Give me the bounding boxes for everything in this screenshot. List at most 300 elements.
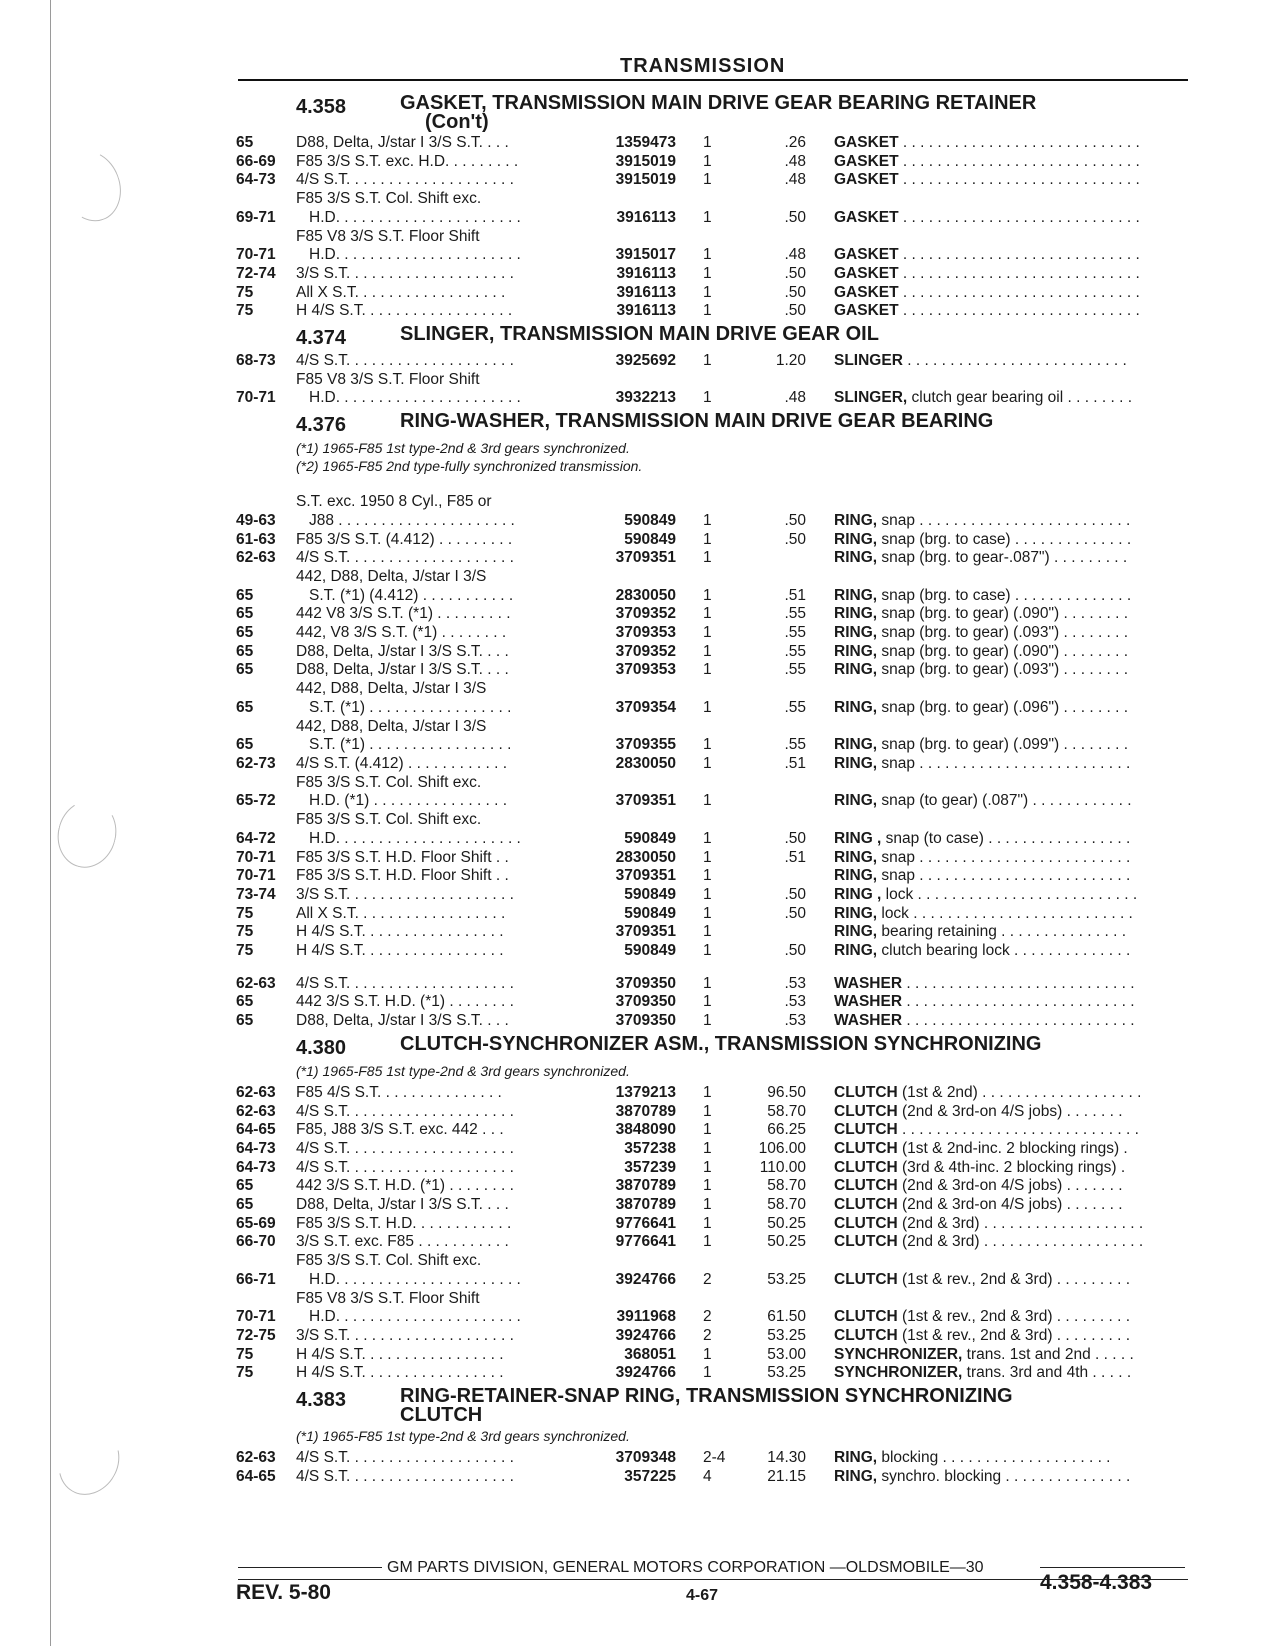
- part-name-detail: . . . . . . . . . . . . . . . . . . . . . . . . . . .: [902, 1012, 1135, 1030]
- description-line: H.D. . . . . . . . . . . . . . . . . . . . . .: [309, 1270, 521, 1288]
- part-number: 3709353: [615, 624, 676, 642]
- section-title-line: GASKET, TRANSMISSION MAIN DRIVE GEAR BEARING RETAINER: [400, 92, 1037, 114]
- part-name: [806, 942, 1186, 961]
- quantity: 1: [703, 661, 712, 679]
- part-name: [806, 171, 1186, 190]
- parts-row: [236, 352, 1186, 371]
- part-name: [806, 1012, 1186, 1031]
- application-description: [296, 284, 571, 303]
- part-name: [806, 643, 1186, 662]
- part-name: [806, 1449, 1186, 1468]
- description-line: H.D. . . . . . . . . . . . . . . . . . . . . .: [309, 1308, 521, 1326]
- section-notes: [296, 1427, 1186, 1445]
- quantity: 1: [703, 885, 712, 903]
- part-name: [806, 284, 1186, 303]
- part-number: 3870789: [615, 1177, 676, 1195]
- description-line: F85 4/S S.T. . . . . . . . . . . . . . .: [296, 1083, 502, 1101]
- part-name-detail: trans. 3rd and 4th . . . . .: [962, 1364, 1132, 1382]
- quantity: 4: [703, 1467, 712, 1485]
- application-description: [296, 531, 571, 550]
- part-name: [806, 1177, 1186, 1196]
- part-name-keyword: WASHER: [834, 993, 903, 1011]
- part-name-keyword: RING,: [834, 754, 878, 772]
- part-name: [806, 624, 1186, 643]
- model-years: 62-63: [236, 549, 276, 567]
- application-description: [296, 1121, 571, 1140]
- model-years: 62-63: [236, 1449, 276, 1467]
- description-line: 442, D88, Delta, J/star I 3/S: [296, 567, 487, 585]
- description-line: 4/S S.T. . . . . . . . . . . . . . . . . . . .: [296, 549, 514, 567]
- part-name-keyword: RING,: [834, 867, 878, 885]
- application-description: [296, 1140, 571, 1159]
- part-name: [806, 993, 1186, 1012]
- section-title: [400, 1387, 1013, 1425]
- quantity: 1: [703, 1012, 712, 1030]
- quantity: 1: [703, 993, 712, 1011]
- list-price: 110.00: [759, 1158, 806, 1176]
- quantity: 1: [703, 1158, 712, 1176]
- application-description: [296, 153, 571, 172]
- part-name-detail: bearing retaining . . . . . . . . . . . . . . .: [877, 923, 1127, 941]
- part-name-detail: clutch bearing lock . . . . . . . . . . . . . .: [877, 942, 1131, 960]
- part-number: 357225: [624, 1467, 676, 1485]
- description-line: 4/S S.T. (4.412) . . . . . . . . . . . .: [296, 754, 508, 772]
- part-name: [806, 755, 1186, 774]
- model-years: 70-71: [236, 867, 276, 885]
- model-years: 66-71: [236, 1270, 276, 1288]
- description-line: All X S.T. . . . . . . . . . . . . . . . . .: [296, 283, 506, 301]
- quantity: 1: [703, 511, 712, 529]
- part-name-keyword: RING,: [834, 698, 878, 716]
- application-description: [296, 811, 571, 848]
- list-price: .50: [784, 283, 806, 301]
- model-years: 68-73: [236, 352, 276, 370]
- part-name-keyword: CLUTCH: [834, 1083, 898, 1101]
- section-heading: [236, 325, 1186, 350]
- revision-label: REV. 5-80: [236, 1581, 331, 1604]
- parts-row: [236, 371, 1186, 408]
- application-description: [296, 849, 571, 868]
- application-description: [296, 302, 571, 321]
- list-price: .55: [784, 698, 806, 716]
- part-name-keyword: GASKET: [834, 264, 899, 282]
- application-description: [296, 1252, 571, 1289]
- part-name-detail: . . . . . . . . . . . . . . . . . . . . . . . . . . . .: [898, 264, 1140, 282]
- part-name-keyword: RING,: [834, 1467, 878, 1485]
- application-description: [296, 661, 571, 680]
- part-number: 3848090: [615, 1121, 676, 1139]
- part-name-keyword: GASKET: [834, 171, 899, 189]
- application-description: [296, 190, 571, 227]
- part-name-keyword: GASKET: [834, 208, 899, 226]
- part-number: 357238: [624, 1139, 676, 1157]
- part-name: [806, 661, 1186, 680]
- part-name-detail: blocking . . . . . . . . . . . . . . . . . . . .: [877, 1449, 1111, 1467]
- part-name-detail: . . . . . . . . . . . . . . . . . . . . . . . . . . . .: [897, 1121, 1139, 1139]
- section-title-line: SLINGER, TRANSMISSION MAIN DRIVE GEAR OIL: [400, 323, 879, 346]
- quantity: 1: [703, 134, 712, 151]
- description-line: H 4/S S.T. . . . . . . . . . . . . . . . . .: [296, 302, 513, 320]
- description-line: F85 3/S S.T. H.D. Floor Shift . .: [296, 848, 509, 866]
- part-name-detail: (1st & 2nd-inc. 2 blocking rings) .: [897, 1139, 1128, 1157]
- description-line: F85 3/S S.T. Col. Shift exc.: [296, 190, 482, 208]
- part-name-detail: lock . . . . . . . . . . . . . . . . . . . . . . . . . .: [877, 904, 1133, 922]
- description-line: 4/S S.T. . . . . . . . . . . . . . . . . . . .: [296, 1102, 514, 1120]
- part-name: [806, 923, 1186, 942]
- description-line: H.D. . . . . . . . . . . . . . . . . . . . . .: [309, 246, 521, 264]
- part-name-keyword: RING,: [834, 661, 878, 679]
- part-name-detail: snap . . . . . . . . . . . . . . . . . . . . . . . . .: [877, 848, 1131, 866]
- application-description: [296, 493, 571, 530]
- description-line: 3/S S.T. . . . . . . . . . . . . . . . . . . .: [296, 1326, 514, 1344]
- model-years: 49-63: [236, 511, 276, 529]
- section-heading: [236, 94, 1186, 132]
- part-name: [806, 1346, 1186, 1365]
- part-name: [806, 1159, 1186, 1178]
- description-line: D88, Delta, J/star I 3/S S.T. . . .: [296, 1196, 509, 1214]
- quantity: 1: [703, 642, 712, 660]
- part-name-detail: (1st & rev., 2nd & 3rd) . . . . . . . . .: [897, 1270, 1131, 1288]
- part-name: [806, 1327, 1186, 1346]
- application-description: [296, 905, 571, 924]
- part-number: 9776641: [615, 1233, 676, 1251]
- quantity: 1: [703, 848, 712, 866]
- part-number: 3709351: [615, 549, 676, 567]
- header-rule: [238, 79, 1188, 81]
- part-name-keyword: RING ,: [834, 885, 882, 903]
- list-price: .51: [784, 848, 806, 866]
- section-title-line: RING-RETAINER-SNAP RING, TRANSMISSION SYNCHRONIZING: [400, 1385, 1013, 1408]
- parts-row: [236, 1103, 1186, 1122]
- part-number: 3709350: [615, 974, 676, 992]
- description-line: F85 3/S S.T. H.D. . . . . . . . . . . .: [296, 1214, 512, 1232]
- parts-row: [236, 265, 1186, 284]
- part-name: [806, 1215, 1186, 1234]
- punch-hole-mark: [50, 794, 124, 875]
- parts-row: [236, 1177, 1186, 1196]
- application-description: [296, 1449, 571, 1468]
- section-number: 4.374: [296, 327, 347, 350]
- model-years: 70-71: [236, 1308, 276, 1326]
- part-name-detail: (2nd & 3rd-on 4/S jobs) . . . . . . .: [897, 1177, 1123, 1195]
- description-line: S.T. (*1) . . . . . . . . . . . . . . . . .: [309, 736, 512, 754]
- quantity: 1: [703, 549, 712, 567]
- part-name-keyword: RING ,: [834, 829, 882, 847]
- model-years: 75: [236, 904, 254, 922]
- part-name-detail: snap (to case) . . . . . . . . . . . . . . . . .: [881, 829, 1131, 847]
- list-price: .55: [784, 642, 806, 660]
- application-description: [296, 1290, 571, 1327]
- part-number: 368051: [624, 1345, 676, 1363]
- part-name-detail: lock . . . . . . . . . . . . . . . . . . . . . . . . . .: [881, 885, 1138, 903]
- part-name-keyword: RING,: [834, 904, 878, 922]
- model-years: 75: [236, 283, 254, 301]
- description-line: H 4/S S.T. . . . . . . . . . . . . . . . .: [296, 1364, 504, 1382]
- description-line: D88, Delta, J/star I 3/S S.T. . . .: [296, 1012, 509, 1030]
- description-line: D88, Delta, J/star I 3/S S.T. . . .: [296, 134, 509, 151]
- parts-row: [236, 134, 1186, 153]
- part-number: 3709351: [615, 792, 676, 810]
- model-years: 65: [236, 1196, 254, 1214]
- part-name-keyword: RING,: [834, 792, 878, 810]
- description-line: H 4/S S.T. . . . . . . . . . . . . . . . .: [296, 923, 504, 941]
- list-price: .53: [784, 1012, 806, 1030]
- list-price: 14.30: [767, 1449, 806, 1467]
- quantity: 1: [703, 586, 712, 604]
- part-number: 3911968: [616, 1308, 676, 1326]
- model-years: 62-63: [236, 1083, 276, 1101]
- description-line: 442, V8 3/S S.T. (*1) . . . . . . . .: [296, 624, 507, 642]
- list-price: 58.70: [767, 1177, 806, 1195]
- description-line: 442, D88, Delta, J/star I 3/S: [296, 680, 487, 698]
- description-line: 442 3/S S.T. H.D. (*1) . . . . . . . .: [296, 993, 514, 1011]
- description-line: 442 3/S S.T. H.D. (*1) . . . . . . . .: [296, 1177, 514, 1195]
- parts-row: [236, 171, 1186, 190]
- model-years: 75: [236, 923, 254, 941]
- part-name-detail: snap . . . . . . . . . . . . . . . . . . . . . . . . .: [877, 754, 1131, 772]
- description-line: D88, Delta, J/star I 3/S S.T. . . .: [296, 661, 509, 679]
- parts-row: [236, 680, 1186, 717]
- part-name-detail: snap (brg. to case) . . . . . . . . . . . . . .: [877, 530, 1132, 548]
- parts-row: [236, 867, 1186, 886]
- part-name-detail: snap (brg. to gear) (.099") . . . . . . . .: [877, 736, 1129, 754]
- list-price: 106.00: [758, 1139, 806, 1157]
- part-number: 3870789: [615, 1102, 676, 1120]
- part-name: [806, 699, 1186, 718]
- part-name: [806, 265, 1186, 284]
- part-name: [806, 302, 1186, 321]
- quantity: 1: [703, 1139, 712, 1157]
- section-number: 4.383: [296, 1389, 347, 1412]
- model-years: 65: [236, 993, 254, 1011]
- list-price: .50: [784, 264, 806, 282]
- description-line: 3/S S.T. . . . . . . . . . . . . . . . . . . .: [296, 264, 514, 282]
- part-name-detail: snap (brg. to case) . . . . . . . . . . . . . .: [877, 586, 1132, 604]
- application-description: [296, 942, 571, 961]
- application-description: [296, 624, 571, 643]
- part-number: 3709352: [615, 642, 676, 660]
- parts-row: [236, 1196, 1186, 1215]
- parts-row: [236, 1121, 1186, 1140]
- application-description: [296, 1327, 571, 1346]
- section-title: [400, 94, 1036, 132]
- part-number: 590849: [624, 942, 676, 960]
- model-years: 75: [236, 1364, 254, 1382]
- part-name: [806, 549, 1186, 568]
- part-name-keyword: RING,: [834, 511, 878, 529]
- quantity: 1: [703, 974, 712, 992]
- application-description: [296, 993, 571, 1012]
- parts-row: [236, 568, 1186, 605]
- list-price: .50: [784, 829, 806, 847]
- application-description: [296, 1012, 571, 1031]
- part-number: 3916113: [616, 208, 676, 226]
- application-description: [296, 171, 571, 190]
- section-title-line: (Con't): [425, 111, 489, 133]
- part-name-keyword: RING,: [834, 736, 878, 754]
- model-years: 64-73: [236, 1139, 276, 1157]
- part-name-detail: snap (brg. to gear) (.090") . . . . . . . .: [877, 642, 1129, 660]
- part-name: [806, 849, 1186, 868]
- parts-row: [236, 718, 1186, 755]
- part-name: [806, 736, 1186, 755]
- parts-row: [236, 624, 1186, 643]
- parts-row: [236, 661, 1186, 680]
- part-name-keyword: GASKET: [834, 302, 899, 320]
- section-title-line: CLUTCH-SYNCHRONIZER ASM., TRANSMISSION SYNCHRONIZING: [400, 1032, 1042, 1055]
- part-name-detail: . . . . . . . . . . . . . . . . . . . . . . . . . . .: [902, 974, 1135, 992]
- description-line: F85, J88 3/S S.T. exc. 442 . . .: [296, 1121, 504, 1139]
- part-name-detail: . . . . . . . . . . . . . . . . . . . . . . . . . . . .: [898, 152, 1140, 170]
- part-number: 3709350: [615, 1012, 676, 1030]
- footer-publisher: GM PARTS DIVISION, GENERAL MOTORS CORPORATION —OLDSMOBILE—30: [387, 1559, 984, 1576]
- parts-row: [236, 153, 1186, 172]
- model-years: 65: [236, 134, 254, 151]
- part-number: 3924766: [615, 1270, 676, 1288]
- description-line: F85 V8 3/S S.T. Floor Shift: [296, 370, 480, 388]
- section-number: 4.358: [296, 96, 347, 118]
- application-description: [296, 352, 571, 371]
- part-name-detail: (1st & 2nd) . . . . . . . . . . . . . . . . . . .: [897, 1083, 1142, 1101]
- parts-listing: [236, 90, 1186, 1486]
- quantity: 1: [703, 736, 712, 754]
- part-name: [806, 867, 1186, 886]
- footer-rule: [1040, 1567, 1185, 1568]
- part-name: [806, 512, 1186, 531]
- application-description: [296, 1159, 571, 1178]
- part-name: [806, 792, 1186, 811]
- part-name-keyword: RING,: [834, 642, 878, 660]
- part-name-keyword: GASKET: [834, 283, 899, 301]
- part-number: 3709353: [615, 661, 676, 679]
- part-number: 590849: [624, 829, 676, 847]
- row-spacer: [236, 961, 1186, 975]
- description-line: 4/S S.T. . . . . . . . . . . . . . . . . . . .: [296, 352, 514, 370]
- model-years: 65: [236, 1177, 254, 1195]
- part-number: 3924766: [615, 1364, 676, 1382]
- parts-row: [236, 1468, 1186, 1487]
- model-years: 65: [236, 736, 254, 754]
- description-line: 4/S S.T. . . . . . . . . . . . . . . . . . . .: [296, 1449, 514, 1467]
- list-price: .55: [784, 605, 806, 623]
- part-number: 1379213: [615, 1083, 676, 1101]
- part-name-detail: snap (brg. to gear) (.093") . . . . . . . .: [877, 624, 1129, 642]
- application-description: [296, 774, 571, 811]
- application-description: [296, 718, 571, 755]
- quantity: 1: [703, 264, 712, 282]
- part-name-keyword: RING,: [834, 549, 878, 567]
- application-description: [296, 680, 571, 717]
- part-name: [806, 352, 1186, 371]
- application-description: [296, 1364, 571, 1383]
- part-name: [806, 246, 1186, 265]
- part-name-keyword: RING,: [834, 942, 878, 960]
- part-number: 3709352: [615, 605, 676, 623]
- part-name-keyword: WASHER: [834, 974, 903, 992]
- section-notes: [296, 439, 1186, 475]
- parts-row: [236, 1252, 1186, 1289]
- model-years: 75: [236, 942, 254, 960]
- parts-row: [236, 190, 1186, 227]
- part-number: 2830050: [615, 586, 676, 604]
- part-name-keyword: SLINGER: [834, 352, 903, 370]
- part-number: 3709348: [615, 1449, 676, 1467]
- part-number: 3916113: [616, 264, 676, 282]
- model-years: 65: [236, 624, 254, 642]
- parts-row: [236, 1012, 1186, 1031]
- part-name: [806, 830, 1186, 849]
- list-price: .48: [784, 389, 806, 407]
- part-name-detail: snap . . . . . . . . . . . . . . . . . . . . . . . . .: [877, 867, 1131, 885]
- section-number: 4.376: [296, 414, 347, 437]
- model-years: 65-72: [236, 792, 276, 810]
- section-number: 4.380: [296, 1036, 347, 1059]
- part-number: 3932213: [615, 389, 676, 407]
- footer-rule: [238, 1567, 382, 1568]
- part-name-detail: trans. 1st and 2nd . . . . .: [962, 1345, 1134, 1363]
- list-price: .50: [784, 530, 806, 548]
- part-name-keyword: RING,: [834, 586, 878, 604]
- part-name-keyword: CLUTCH: [834, 1102, 898, 1120]
- list-price: 21.15: [767, 1467, 806, 1485]
- description-line: F85 3/S S.T. H.D. Floor Shift . .: [296, 867, 509, 885]
- part-name-keyword: CLUTCH: [834, 1308, 898, 1326]
- parts-row: [236, 1290, 1186, 1327]
- part-number: 3915019: [615, 152, 676, 170]
- application-description: [296, 1233, 571, 1252]
- model-years: 70-71: [236, 389, 276, 407]
- section-notes: [296, 1062, 1186, 1080]
- part-number: 3870789: [615, 1196, 676, 1214]
- part-name: [806, 905, 1186, 924]
- quantity: 2-4: [703, 1449, 726, 1467]
- list-price: .53: [784, 974, 806, 992]
- quantity: 1: [703, 283, 712, 301]
- description-line: 442, D88, Delta, J/star I 3/S: [296, 717, 487, 735]
- parts-row: [236, 531, 1186, 550]
- part-number: 590849: [624, 885, 676, 903]
- part-name-detail: (2nd & 3rd-on 4/S jobs) . . . . . . .: [897, 1196, 1123, 1214]
- part-name-detail: . . . . . . . . . . . . . . . . . . . . . . . . . . . .: [898, 134, 1140, 151]
- part-number: 3709351: [615, 923, 676, 941]
- quantity: 1: [703, 302, 712, 320]
- section-title: [400, 325, 879, 344]
- list-price: 50.25: [767, 1214, 806, 1232]
- model-years: 65: [236, 698, 254, 716]
- model-years: 65: [236, 642, 254, 660]
- model-years: 65: [236, 1012, 254, 1030]
- part-name: [806, 1140, 1186, 1159]
- part-number: 590849: [624, 511, 676, 529]
- part-name: [806, 1308, 1186, 1327]
- description-line: H.D. . . . . . . . . . . . . . . . . . . . . .: [309, 829, 521, 847]
- application-description: [296, 228, 571, 265]
- part-name-detail: snap (brg. to gear) (.090") . . . . . . . .: [877, 605, 1129, 623]
- model-years: 75: [236, 1345, 254, 1363]
- quantity: 1: [703, 1364, 712, 1382]
- model-years: 64-65: [236, 1467, 276, 1485]
- part-name: [806, 1103, 1186, 1122]
- part-name-keyword: GASKET: [834, 246, 899, 264]
- part-name-keyword: CLUTCH: [834, 1214, 898, 1232]
- part-name-keyword: CLUTCH: [834, 1196, 898, 1214]
- part-name-detail: synchro. blocking . . . . . . . . . . . . . . .: [877, 1467, 1131, 1485]
- parts-row: [236, 942, 1186, 961]
- application-description: [296, 605, 571, 624]
- row-spacer: [236, 479, 1186, 493]
- quantity: 1: [703, 1083, 712, 1101]
- footnote: (*2) 1965-F85 2nd type-fully synchronized transmission.: [296, 458, 643, 475]
